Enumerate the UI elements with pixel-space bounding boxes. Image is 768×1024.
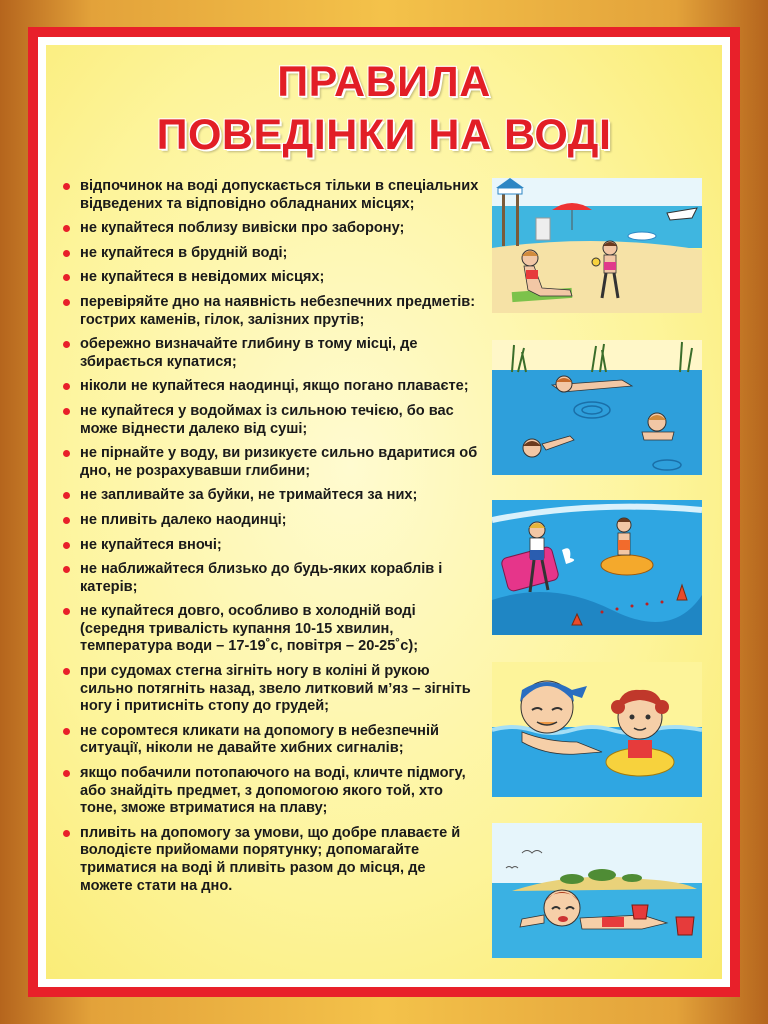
rule-item: не купайтеся в брудній воді; bbox=[60, 245, 480, 263]
rule-item: перевіряйте дно на наявність небезпечних предметів: гострих каменів, гілок, залізних прутів; bbox=[60, 294, 480, 329]
rule-item: не соромтеся кликати на допомогу в небезпечній ситуації, ніколи не давайте хибних сигналів; bbox=[60, 723, 480, 758]
rule-item: ніколи не купайтеся наодинці, якщо погано плаваєте; bbox=[60, 378, 480, 396]
rule-item: пливіть на допомогу за умови, що добре плаваєте й володієте прийомами порятунку; допомагайте триматися на воді й пливіть разом до місця, де можете стати на дно. bbox=[60, 825, 480, 895]
bullet-icon bbox=[63, 566, 70, 573]
buoys-illustration bbox=[492, 500, 702, 635]
bullet-icon bbox=[63, 770, 70, 777]
cramp-illustration bbox=[492, 662, 702, 797]
rule-item: не купайтеся поблизу вивіски про заборону; bbox=[60, 220, 480, 238]
rule-item: не купайтеся в невідомих місцях; bbox=[60, 269, 480, 287]
bullet-icon bbox=[63, 830, 70, 837]
bullet-icon bbox=[63, 250, 70, 257]
bullet-icon bbox=[63, 341, 70, 348]
lake-swimming-illustration bbox=[492, 340, 702, 475]
beach-illustration bbox=[492, 178, 702, 313]
bullet-icon bbox=[63, 408, 70, 415]
bullet-icon bbox=[63, 728, 70, 735]
bullet-icon bbox=[63, 517, 70, 524]
rule-item: якщо побачили потопаючого на воді, кличте підмогу, або знайдіть предмет, з допомогою якого той, хто тоне, зможе втриматися на плаву; bbox=[60, 765, 480, 818]
bullet-icon bbox=[63, 274, 70, 281]
poster-title-line-1: ПРАВИЛА bbox=[277, 58, 491, 106]
rules-list bbox=[60, 178, 480, 895]
rule-item: при судомах стегна зігніть ногу в коліні й рукою сильно потягніть назад, звело литковий м’яз – зігніть ногу і притисніть стопу до грудей; bbox=[60, 663, 480, 716]
rule-item: обережно визначайте глибину в тому місці, де збирається купатися; bbox=[60, 336, 480, 371]
rule-item: не наближайтеся близько до будь-яких кораблів і катерів; bbox=[60, 561, 480, 596]
rule-item: не пливіть далеко наодинці; bbox=[60, 512, 480, 530]
bullet-icon bbox=[63, 542, 70, 549]
bullet-icon bbox=[63, 183, 70, 190]
bullet-icon bbox=[63, 225, 70, 232]
bullet-icon bbox=[63, 668, 70, 675]
bullet-icon bbox=[63, 608, 70, 615]
rule-item: не пірнайте у воду, ви ризикуєте сильно вдаритися об дно, не розрахувавши глибини; bbox=[60, 445, 480, 480]
rule-item: не запливайте за буйки, не тримайтеся за них; bbox=[60, 487, 480, 505]
rule-item: відпочинок на воді допускається тільки в спеціальних відведених та відповідно обладнаних місцях; bbox=[60, 178, 480, 213]
rule-item: не купайтеся вночі; bbox=[60, 537, 480, 555]
bullet-icon bbox=[63, 450, 70, 457]
bullet-icon bbox=[63, 299, 70, 306]
bullet-icon bbox=[63, 383, 70, 390]
bullet-icon bbox=[63, 492, 70, 499]
rescue-illustration bbox=[492, 823, 702, 958]
rule-item: не купайтеся довго, особливо в холодній воді (середня тривалість купання 10-15 хвилин, температура води – 17-19˚с, повітря – 20-25˚с); bbox=[60, 603, 480, 656]
rule-item: не купайтеся у водоймах із сильною течією, бо вас може віднести далеко від суші; bbox=[60, 403, 480, 438]
poster-title-line-2: ПОВЕДІНКИ НА ВОДІ bbox=[156, 111, 612, 159]
